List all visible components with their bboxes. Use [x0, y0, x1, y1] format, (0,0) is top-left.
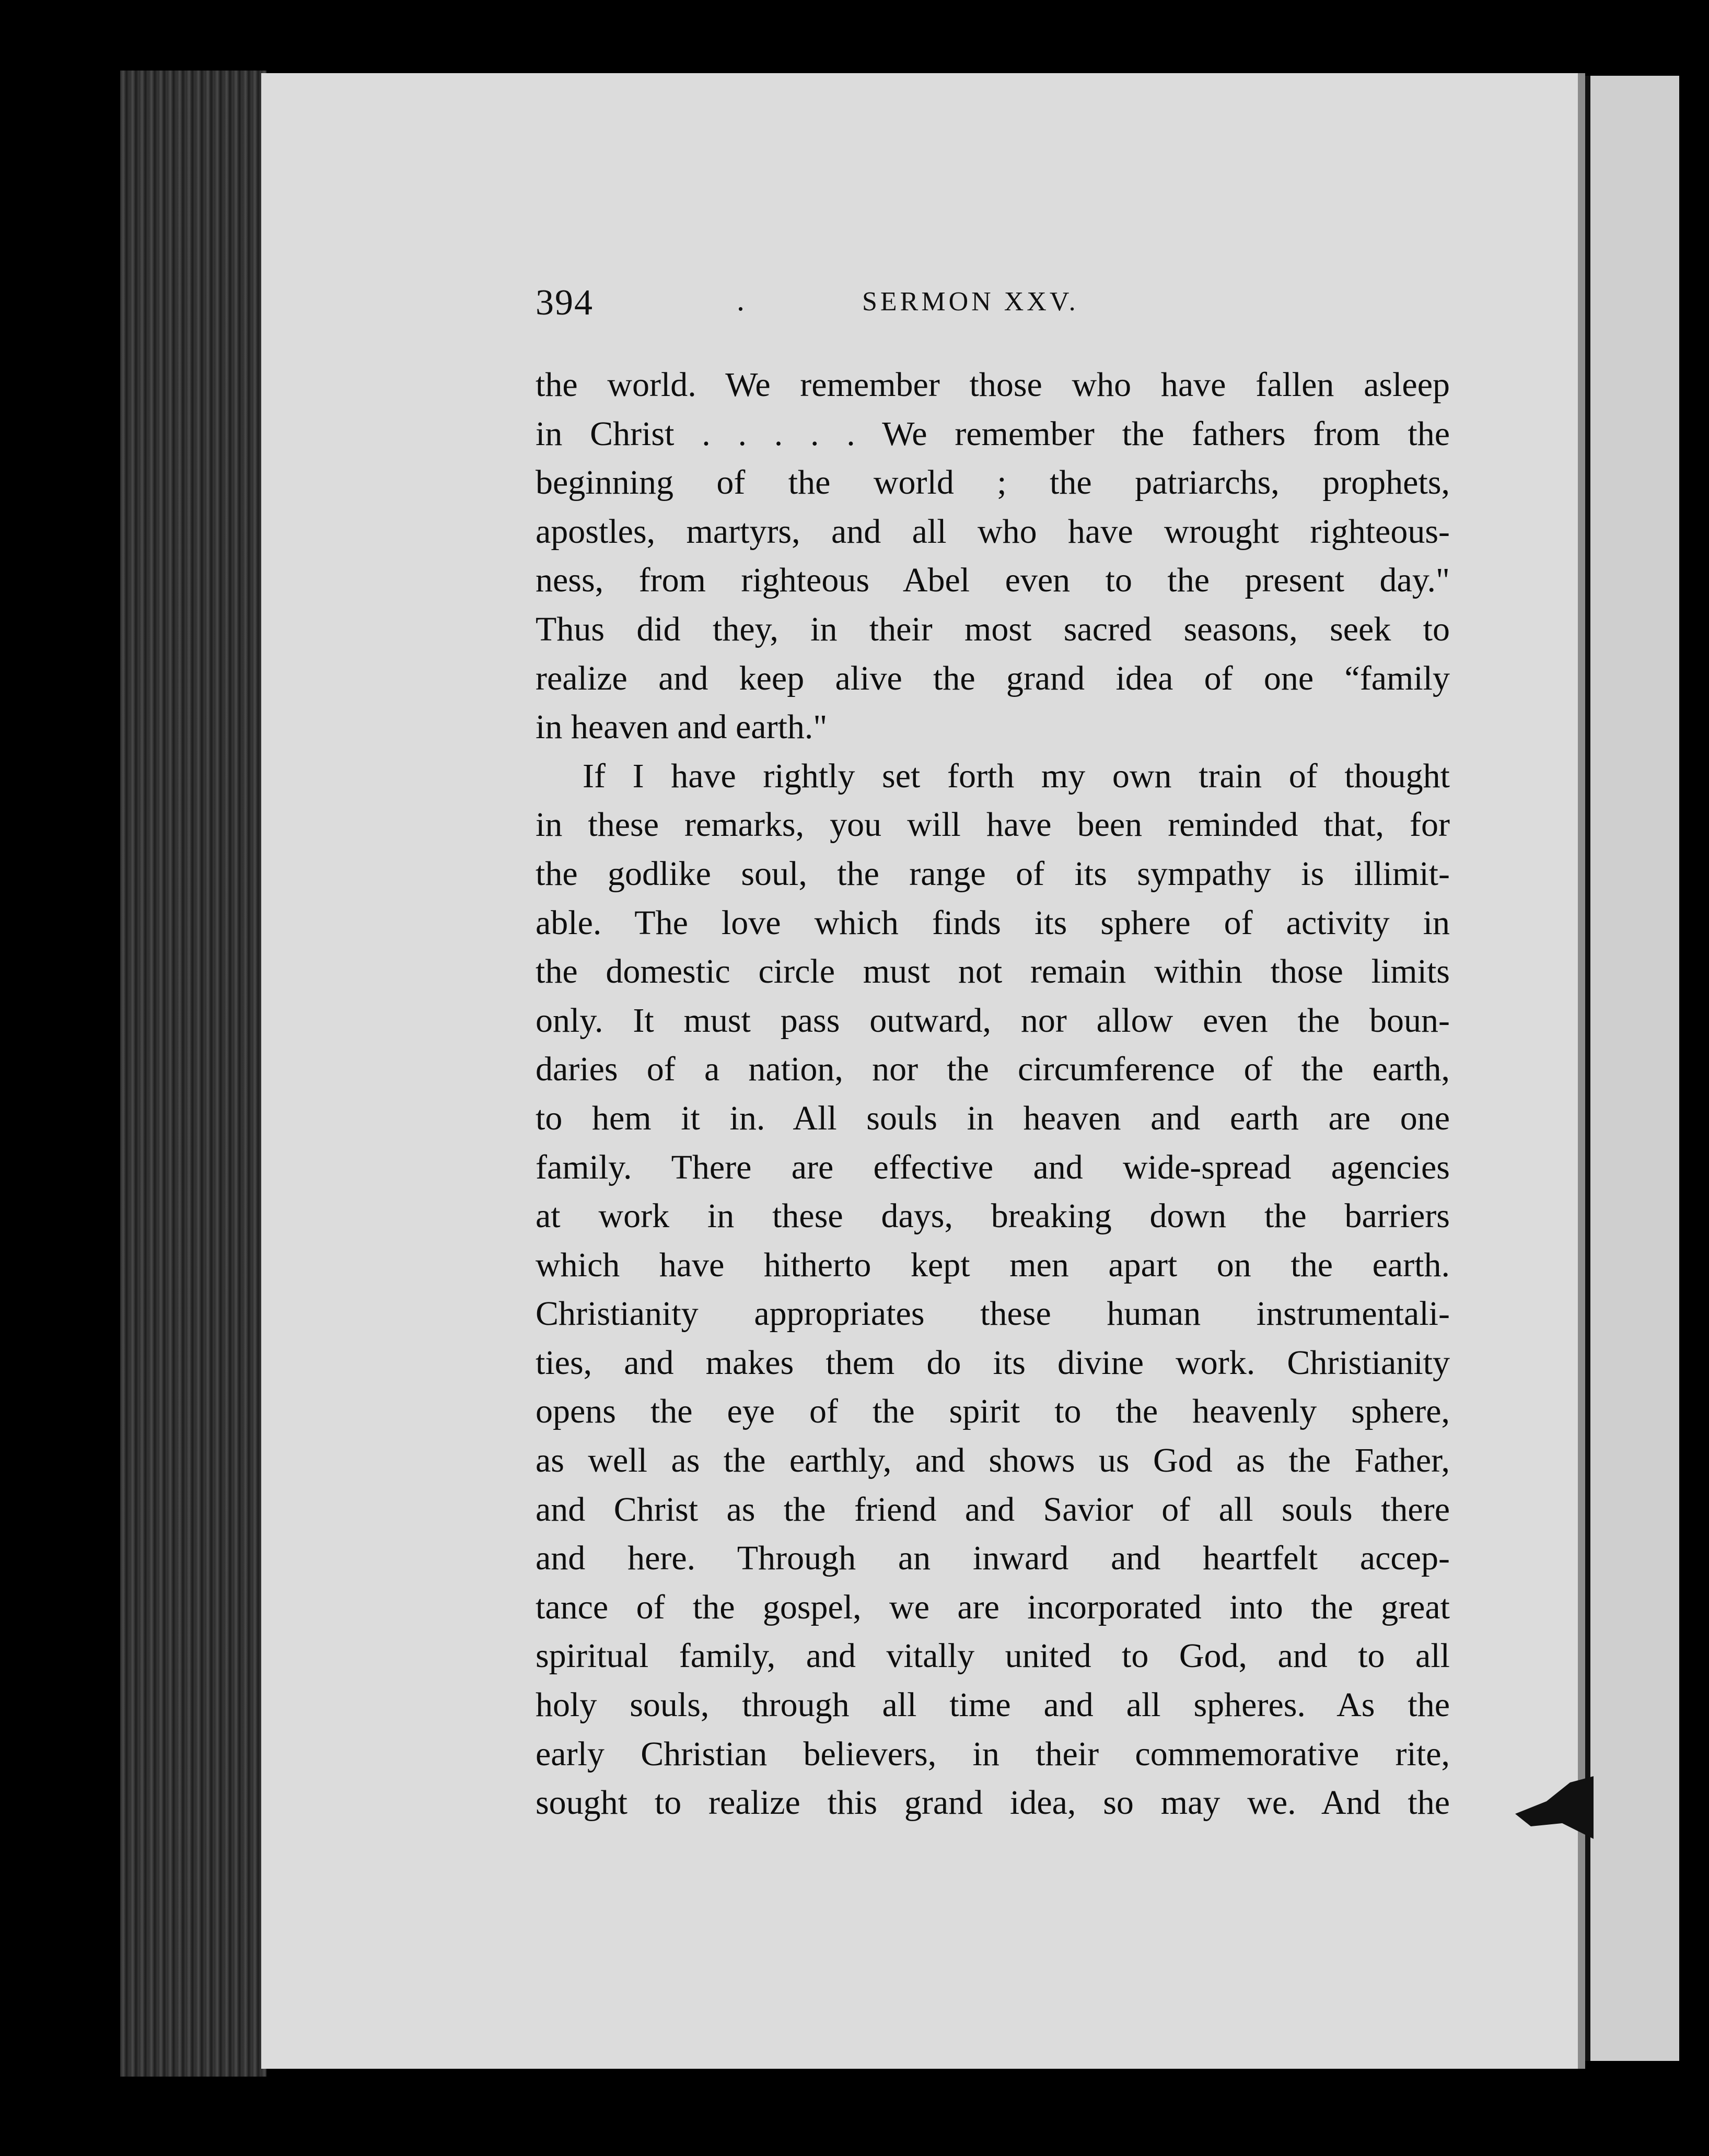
text-line: early Christian believers, in their commemorative rite,: [536, 1734, 1450, 1773]
text-line: realize and keep alive the grand idea of one “family: [536, 659, 1450, 697]
header-separator: .: [737, 283, 745, 317]
text-line: tance of the gospel, we are incorporated into the great: [536, 1588, 1450, 1626]
text-line: If I have rightly set forth my own train of thought: [583, 756, 1450, 795]
text-line: in heaven and earth.": [536, 708, 828, 747]
text-line: to hem it in. All souls in heaven and earth are one: [536, 1099, 1450, 1137]
text-line: at work in these days, breaking down the barriers: [536, 1197, 1450, 1236]
text-line: the world. We remember those who have fallen asleep: [536, 366, 1450, 404]
body-text: [536, 360, 1450, 1827]
text-line: sought to realize this grand idea, so may we. And the: [536, 1784, 1450, 1822]
running-title: SERMON XXV.: [862, 287, 1079, 317]
text-line: able. The love which finds its sphere of activity in: [536, 903, 1450, 942]
text-line: as well as the earthly, and shows us God as the Father,: [536, 1441, 1450, 1480]
text-line: spiritual family, and vitally united to God, and to all: [536, 1637, 1450, 1675]
text-line: and here. Through an inward and heartfelt accep-: [536, 1539, 1450, 1578]
book-spine-edge: [120, 71, 266, 2077]
text-line: which have hitherto kept men apart on the earth.: [536, 1245, 1450, 1284]
text-line: ties, and makes them do its divine work. Christianity: [536, 1343, 1450, 1382]
text-line: beginning of the world ; the patriarchs, prophets,: [536, 463, 1450, 502]
text-line: family. There are effective and wide-spread agencies: [536, 1148, 1450, 1186]
text-line: Christianity appropriates these human instrumentali-: [536, 1295, 1450, 1333]
text-line: Thus did they, in their most sacred seasons, seek to: [536, 610, 1450, 648]
text-line: the godlike soul, the range of its sympathy is illimit-: [536, 854, 1450, 893]
text-line: opens the eye of the spirit to the heavenly sphere,: [536, 1392, 1450, 1431]
page-number: 394: [536, 283, 594, 323]
text-line: in Christ . . . . . We remember the fathers from the: [536, 414, 1450, 453]
text-line: ness, from righteous Abel even to the present day.": [536, 561, 1450, 600]
text-line: daries of a nation, nor the circumference of the earth,: [536, 1050, 1450, 1089]
text-line: the domestic circle must not remain within those limits: [536, 952, 1450, 991]
text-line: and Christ as the friend and Savior of all souls there: [536, 1490, 1450, 1529]
next-page-edge: [1585, 76, 1679, 2061]
text-line: holy souls, through all time and all spheres. As the: [536, 1686, 1450, 1724]
page-header: [536, 282, 1100, 324]
text-line: in these remarks, you will have been reminded that, for: [536, 806, 1450, 844]
text-line: apostles, martyrs, and all who have wrought righteous-: [536, 512, 1450, 551]
text-line: only. It must pass outward, nor allow even the boun-: [536, 1001, 1450, 1040]
